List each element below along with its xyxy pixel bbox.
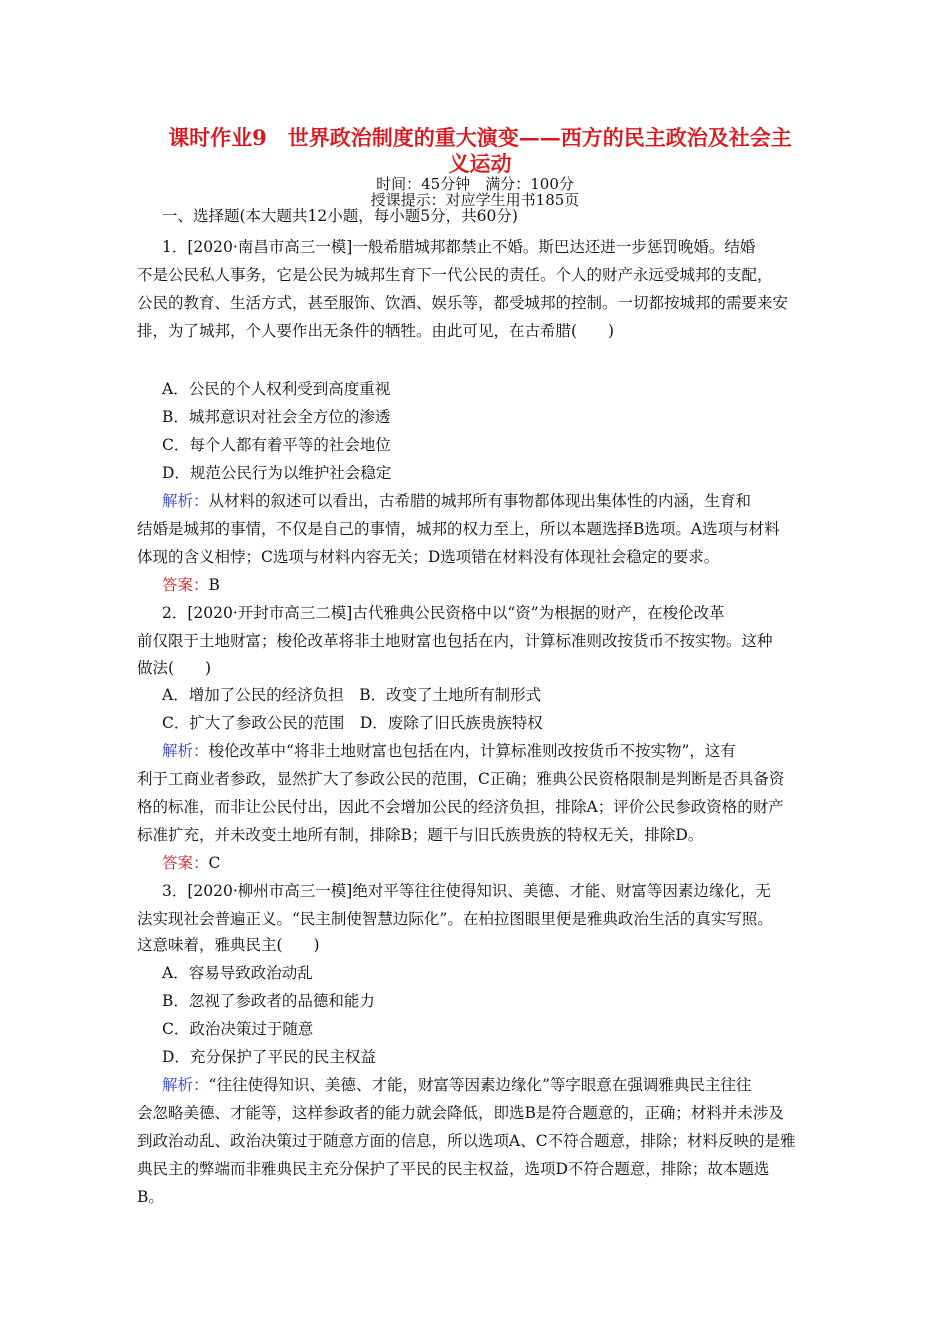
q2-stem-line: 前仅限于土地财富；梭伦改革将非土地财富也包括在内，计算标准则改按货币不按实物。这种 — [137, 632, 773, 650]
q3-option-c: C．政治决策过于随意 — [162, 1020, 314, 1038]
answer-label: 答案： — [162, 854, 209, 872]
q2-options-ab: A．增加了公民的经济负担 B．改变了土地所有制形式 — [162, 686, 542, 704]
q3-option-d: D．充分保护了平民的民主权益 — [162, 1048, 376, 1066]
q3-analysis-line: 典民主的弊端而非雅典民主充分保护了平民的民主权益，选项D不符合题意，排除；故本题选 — [137, 1160, 770, 1178]
q1-stem-line: 1．[2020·南昌市高三一模]一般希腊城邦都禁止不婚。斯巴达还进一步惩罚晚婚。结婚 — [162, 238, 756, 256]
q1-analysis-line: 结婚是城邦的事情，不仅是自己的事情，城邦的权力至上，所以本题选择B选项。A选项与材料 — [137, 520, 780, 538]
answer-value: C — [208, 854, 221, 872]
q2-answer — [162, 853, 220, 873]
q1-answer — [162, 575, 220, 595]
lesson-hint: 授课提示：对应学生用书185页 — [370, 191, 580, 209]
q3-analysis-line: B。 — [137, 1188, 164, 1206]
q3-stem-line: 3．[2020·柳州市高三一模]绝对平等往往使得知识、美德、才能、财富等因素边缘化，无 — [162, 882, 771, 900]
q1-option-a: A．公民的个人权利受到高度重视 — [162, 380, 391, 398]
q3-stem-line: 法实现社会普遍正义。“民主制使智慧边际化”。在柏拉图眼里便是雅典政治生活的真实写照。 — [137, 910, 773, 928]
q1-analysis-first-line — [162, 491, 751, 511]
q1-option-b: B．城邦意识对社会全方位的渗透 — [162, 408, 391, 426]
section-heading: 一、选择题(本大题共12小题，每小题5分，共60分) — [162, 207, 518, 225]
q2-stem-line: 做法( ) — [137, 659, 212, 677]
q1-analysis-line: 体现的含义相悖；C选项与材料内容无关；D选项错在材料没有体现社会稳定的要求。 — [137, 548, 720, 566]
q3-option-a: A．容易导致政治动乱 — [162, 964, 313, 982]
q2-stem-line: 2．[2020·开封市高三二模]古代雅典公民资格中以“资”为根据的财产，在梭伦改革 — [162, 604, 725, 622]
analysis-label: 解析： — [162, 492, 209, 510]
q2-analysis-line: 标准扩充，并未改变土地所有制，排除B；题干与旧氏族贵族的特权无关，排除D。 — [137, 826, 704, 844]
analysis-label: 解析： — [162, 1076, 209, 1094]
q3-analysis-line: 到政治动乱、政治决策过于随意方面的信息，所以选项A、C不符合题意，排除；材料反映的是雅 — [137, 1132, 796, 1150]
answer-label: 答案： — [162, 576, 209, 594]
q1-option-d: D．规范公民行为以维护社会稳定 — [162, 464, 392, 482]
answer-value: B — [208, 576, 220, 594]
q1-stem-line: 排，为了城邦，个人要作出无条件的牺牲。由此可见，在古希腊( ) — [137, 322, 615, 340]
analysis-text: “往往使得知识、美德、才能，财富等因素边缘化”等字眼意在强调雅典民主往往 — [208, 1076, 752, 1094]
q1-stem-line: 不是公民私人事务，它是公民为城邦生育下一代公民的责任。个人的财产永远受城邦的支配， — [137, 266, 773, 284]
q2-analysis-line: 格的标准，而非让公民付出，因此不会增加公民的经济负担，排除A；评价公民参政资格的财产 — [137, 798, 784, 816]
q1-option-c: C．每个人都有着平等的社会地位 — [162, 436, 391, 454]
q3-analysis-first-line — [162, 1075, 751, 1095]
q2-analysis-first-line — [162, 741, 736, 761]
q3-option-b: B．忽视了参政者的品德和能力 — [162, 992, 375, 1010]
page-title-line-1: 课时作业9 世界政治制度的重大演变——西方的民主政治及社会主 — [168, 125, 792, 150]
analysis-label: 解析： — [162, 742, 209, 760]
q2-options-cd: C．扩大了参政公民的范围 D．废除了旧氏族贵族特权 — [162, 714, 543, 732]
analysis-text: 梭伦改革中“将非土地财富也包括在内，计算标准则改按货币不按实物”，这有 — [208, 742, 736, 760]
time-info: 时间：45分钟 满分：100分 — [376, 175, 574, 193]
q3-stem-line: 这意味着，雅典民主( ) — [137, 936, 320, 954]
analysis-text: 从材料的叙述可以看出，古希腊的城邦所有事物都体现出集体性的内涵，生育和 — [208, 492, 752, 510]
q2-analysis-line: 利于工商业者参政，显然扩大了参政公民的范围，C正确；雅典公民资格限制是判断是否具备资 — [137, 770, 785, 788]
q1-stem-line: 公民的教育、生活方式，甚至服饰、饮酒、娱乐等，都受城邦的控制。一切都按城邦的需要来安 — [137, 294, 789, 312]
page-title-line-2: 义运动 — [448, 151, 512, 176]
q3-analysis-line: 会忽略美德、才能等，这样参政者的能力就会降低，即选B是符合题意的，正确；材料并未涉及 — [137, 1104, 784, 1122]
